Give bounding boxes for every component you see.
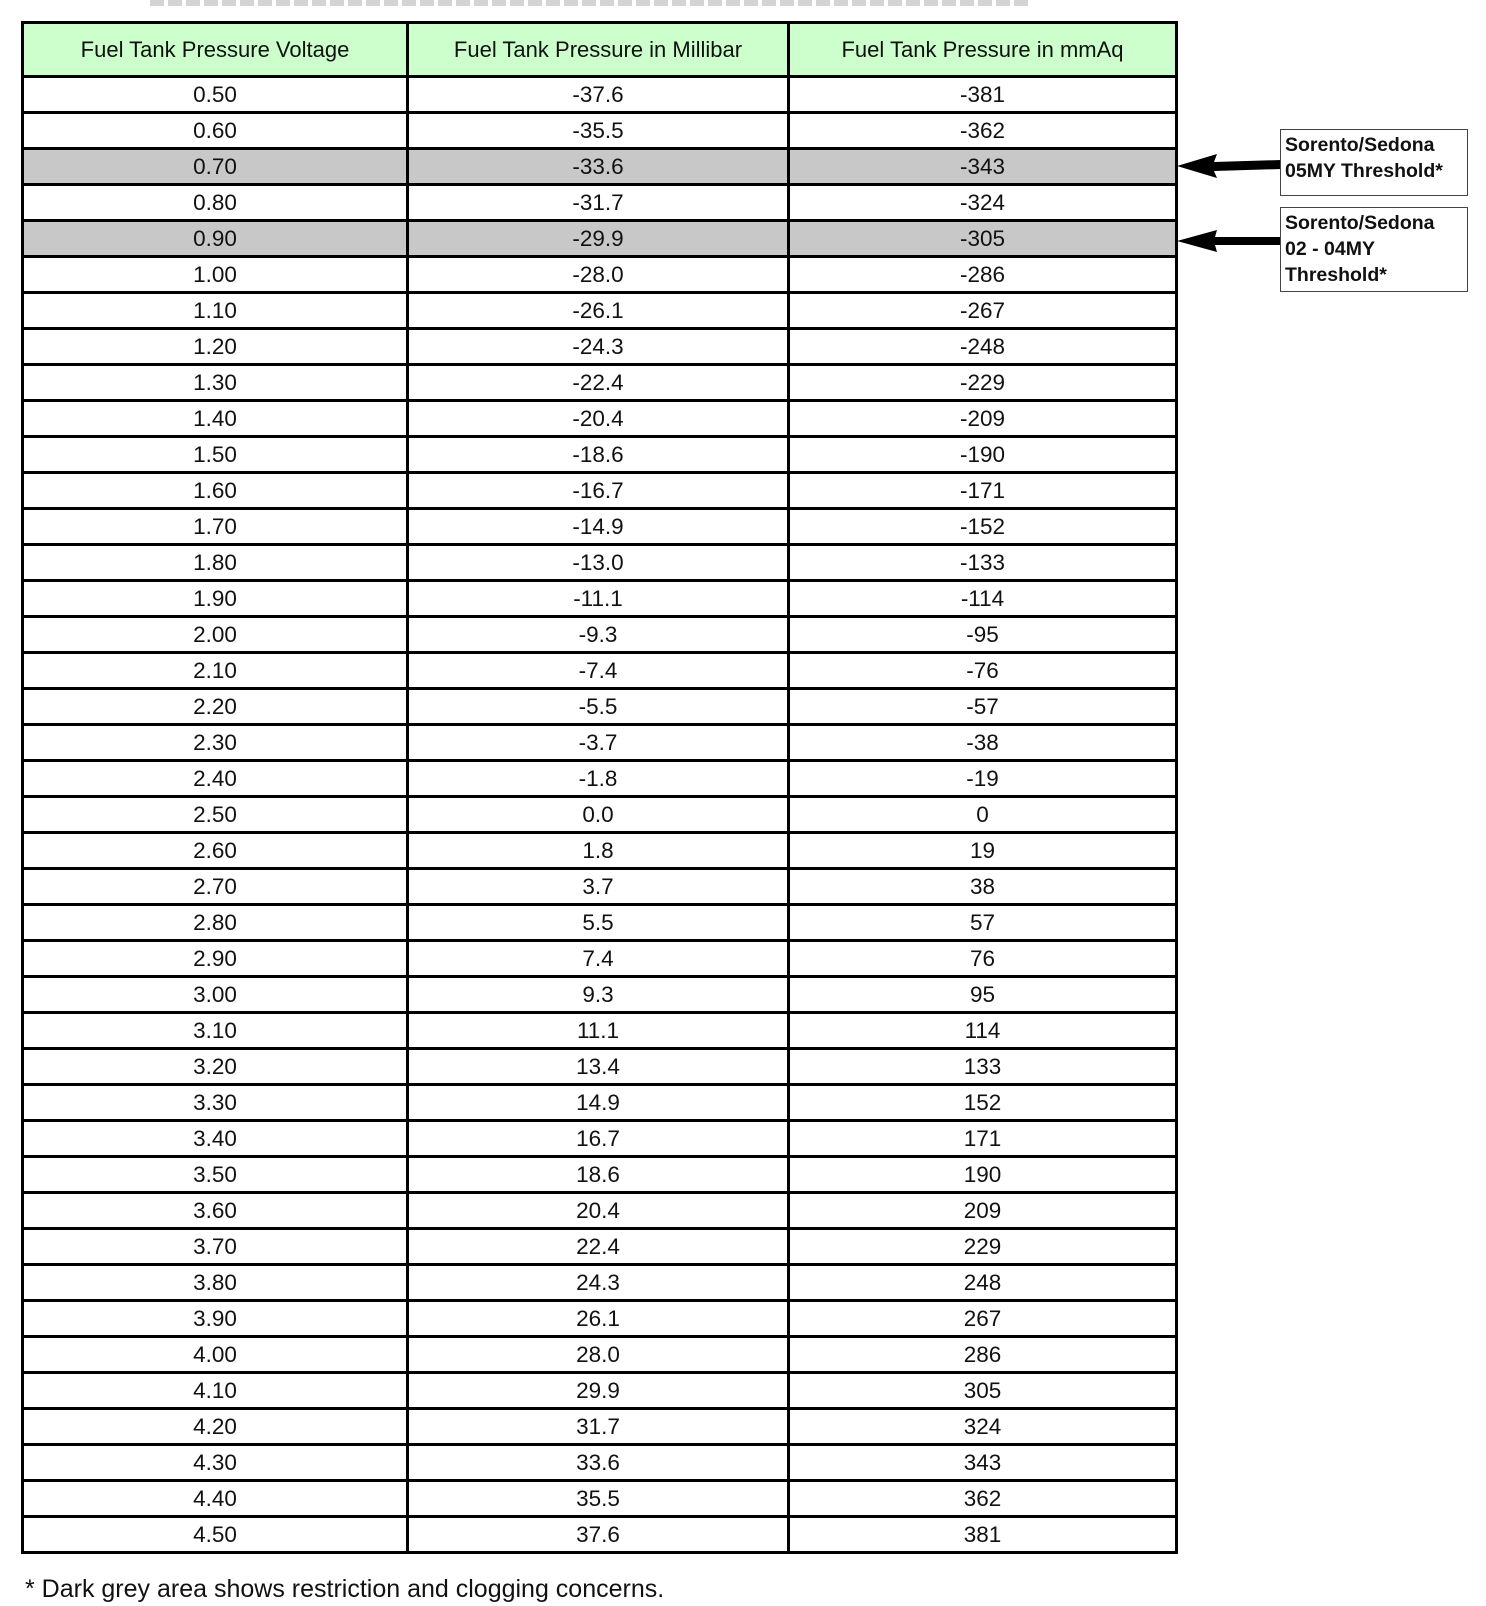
cell-millibar: -35.5 [408, 113, 789, 149]
table-row [23, 869, 1177, 905]
table-row [23, 1373, 1177, 1409]
cell-voltage: 1.30 [23, 365, 408, 401]
cell-mmaq: 362 [789, 1481, 1177, 1517]
cell-voltage: 0.80 [23, 185, 408, 221]
cell-mmaq: 190 [789, 1157, 1177, 1193]
table-row [23, 1517, 1177, 1553]
cell-mmaq: -95 [789, 617, 1177, 653]
table-row [23, 941, 1177, 977]
cell-millibar: -31.7 [408, 185, 789, 221]
table-row [23, 77, 1177, 113]
cell-voltage: 4.40 [23, 1481, 408, 1517]
cell-mmaq: -76 [789, 653, 1177, 689]
table-row [23, 365, 1177, 401]
cell-millibar: -16.7 [408, 473, 789, 509]
cell-mmaq: -57 [789, 689, 1177, 725]
cell-millibar: 35.5 [408, 1481, 789, 1517]
arrow-0204my-icon [1177, 228, 1282, 254]
cell-millibar: -28.0 [408, 257, 789, 293]
table-header-row [23, 23, 1177, 77]
cell-voltage: 2.70 [23, 869, 408, 905]
table-row [23, 689, 1177, 725]
cell-mmaq: 381 [789, 1517, 1177, 1553]
cell-voltage: 2.20 [23, 689, 408, 725]
cell-mmaq: -362 [789, 113, 1177, 149]
cell-mmaq: -171 [789, 473, 1177, 509]
cell-millibar: 1.8 [408, 833, 789, 869]
table-row [23, 1049, 1177, 1085]
cell-mmaq: 38 [789, 869, 1177, 905]
cell-voltage: 3.50 [23, 1157, 408, 1193]
cell-voltage: 2.60 [23, 833, 408, 869]
cell-mmaq: 229 [789, 1229, 1177, 1265]
cell-voltage: 3.40 [23, 1121, 408, 1157]
cell-voltage: 2.40 [23, 761, 408, 797]
cell-millibar: -14.9 [408, 509, 789, 545]
cell-voltage: 0.60 [23, 113, 408, 149]
cell-mmaq: -248 [789, 329, 1177, 365]
cell-millibar: -29.9 [408, 221, 789, 257]
cell-mmaq: -324 [789, 185, 1177, 221]
cell-mmaq: 76 [789, 941, 1177, 977]
table-row [23, 617, 1177, 653]
cell-mmaq: 171 [789, 1121, 1177, 1157]
cell-mmaq: -190 [789, 437, 1177, 473]
cell-mmaq: 248 [789, 1265, 1177, 1301]
cell-millibar: -5.5 [408, 689, 789, 725]
header-millibar: Fuel Tank Pressure in Millibar [408, 23, 789, 77]
cell-voltage: 0.70 [23, 149, 408, 185]
cell-millibar: 31.7 [408, 1409, 789, 1445]
cell-millibar: 13.4 [408, 1049, 789, 1085]
cell-millibar: -26.1 [408, 293, 789, 329]
cell-mmaq: -305 [789, 221, 1177, 257]
cell-millibar: -37.6 [408, 77, 789, 113]
cell-mmaq: 324 [789, 1409, 1177, 1445]
cell-millibar: -33.6 [408, 149, 789, 185]
cell-voltage: 1.90 [23, 581, 408, 617]
table-row [23, 221, 1177, 257]
cell-voltage: 2.00 [23, 617, 408, 653]
table-row [23, 1409, 1177, 1445]
cell-voltage: 3.80 [23, 1265, 408, 1301]
cell-voltage: 3.60 [23, 1193, 408, 1229]
cell-voltage: 1.10 [23, 293, 408, 329]
table-row [23, 1337, 1177, 1373]
cell-millibar: 0.0 [408, 797, 789, 833]
table-row [23, 761, 1177, 797]
callout-0204my-threshold: Sorento/Sedona 02 - 04MY Threshold* [1280, 207, 1468, 292]
cell-mmaq: -343 [789, 149, 1177, 185]
table-row [23, 581, 1177, 617]
table-row [23, 257, 1177, 293]
cell-mmaq: 95 [789, 977, 1177, 1013]
cell-voltage: 4.50 [23, 1517, 408, 1553]
cell-voltage: 4.20 [23, 1409, 408, 1445]
cell-millibar: -9.3 [408, 617, 789, 653]
cell-millibar: -11.1 [408, 581, 789, 617]
table-row [23, 905, 1177, 941]
table-row [23, 1445, 1177, 1481]
cell-millibar: -24.3 [408, 329, 789, 365]
table-row [23, 401, 1177, 437]
table-row [23, 509, 1177, 545]
cell-mmaq: 57 [789, 905, 1177, 941]
cell-millibar: 18.6 [408, 1157, 789, 1193]
cell-voltage: 1.00 [23, 257, 408, 293]
cell-millibar: 24.3 [408, 1265, 789, 1301]
cell-mmaq: -229 [789, 365, 1177, 401]
cell-millibar: -20.4 [408, 401, 789, 437]
cell-voltage: 1.60 [23, 473, 408, 509]
cell-millibar: 5.5 [408, 905, 789, 941]
cell-millibar: -13.0 [408, 545, 789, 581]
cell-voltage: 3.20 [23, 1049, 408, 1085]
cell-mmaq: 305 [789, 1373, 1177, 1409]
table-row [23, 1121, 1177, 1157]
cell-millibar: 7.4 [408, 941, 789, 977]
cell-millibar: 3.7 [408, 869, 789, 905]
cell-millibar: 22.4 [408, 1229, 789, 1265]
cell-voltage: 2.80 [23, 905, 408, 941]
table-row [23, 797, 1177, 833]
table-row [23, 473, 1177, 509]
cell-voltage: 3.10 [23, 1013, 408, 1049]
cropped-title-strip [150, 0, 1030, 6]
table-row [23, 1157, 1177, 1193]
table-row [23, 1229, 1177, 1265]
table-row [23, 977, 1177, 1013]
cell-mmaq: 19 [789, 833, 1177, 869]
arrow-05my-icon [1177, 153, 1282, 179]
table-row [23, 653, 1177, 689]
cell-millibar: 33.6 [408, 1445, 789, 1481]
cell-voltage: 3.90 [23, 1301, 408, 1337]
table-row [23, 833, 1177, 869]
cell-voltage: 2.10 [23, 653, 408, 689]
table-row [23, 149, 1177, 185]
cell-millibar: 11.1 [408, 1013, 789, 1049]
cell-voltage: 4.30 [23, 1445, 408, 1481]
cell-mmaq: 114 [789, 1013, 1177, 1049]
cell-voltage: 4.00 [23, 1337, 408, 1373]
cell-mmaq: -133 [789, 545, 1177, 581]
cell-voltage: 1.80 [23, 545, 408, 581]
cell-voltage: 1.40 [23, 401, 408, 437]
table-row [23, 185, 1177, 221]
cell-millibar: -22.4 [408, 365, 789, 401]
cell-mmaq: -286 [789, 257, 1177, 293]
cell-millibar: 14.9 [408, 1085, 789, 1121]
cell-mmaq: 0 [789, 797, 1177, 833]
cell-millibar: 20.4 [408, 1193, 789, 1229]
fuel-tank-pressure-table [21, 21, 1178, 1554]
cell-millibar: 37.6 [408, 1517, 789, 1553]
header-mmaq: Fuel Tank Pressure in mmAq [789, 23, 1177, 77]
cell-millibar: 29.9 [408, 1373, 789, 1409]
table-row [23, 545, 1177, 581]
cell-mmaq: -19 [789, 761, 1177, 797]
cell-mmaq: 209 [789, 1193, 1177, 1229]
cell-mmaq: -152 [789, 509, 1177, 545]
cell-voltage: 2.90 [23, 941, 408, 977]
cell-mmaq: -267 [789, 293, 1177, 329]
table-row [23, 113, 1177, 149]
table-body [23, 77, 1177, 1553]
cell-millibar: 28.0 [408, 1337, 789, 1373]
cell-mmaq: 343 [789, 1445, 1177, 1481]
header-voltage: Fuel Tank Pressure Voltage [23, 23, 408, 77]
cell-voltage: 1.20 [23, 329, 408, 365]
table-row [23, 1481, 1177, 1517]
cell-voltage: 2.50 [23, 797, 408, 833]
cell-mmaq: -381 [789, 77, 1177, 113]
cell-mmaq: -114 [789, 581, 1177, 617]
cell-voltage: 1.70 [23, 509, 408, 545]
callout-05my-threshold: Sorento/Sedona 05MY Threshold* [1280, 129, 1468, 196]
table-row [23, 437, 1177, 473]
table-row [23, 1085, 1177, 1121]
cell-millibar: -1.8 [408, 761, 789, 797]
table-row [23, 1013, 1177, 1049]
footnote: * Dark grey area shows restriction and clogging concerns. [25, 1575, 665, 1603]
table-row [23, 1265, 1177, 1301]
cell-voltage: 2.30 [23, 725, 408, 761]
table-row [23, 293, 1177, 329]
table-row [23, 725, 1177, 761]
cell-mmaq: 133 [789, 1049, 1177, 1085]
table-row [23, 1301, 1177, 1337]
cell-voltage: 1.50 [23, 437, 408, 473]
cell-mmaq: -38 [789, 725, 1177, 761]
cell-voltage: 0.90 [23, 221, 408, 257]
cell-millibar: -18.6 [408, 437, 789, 473]
cell-millibar: 9.3 [408, 977, 789, 1013]
cell-mmaq: 267 [789, 1301, 1177, 1337]
table-row [23, 329, 1177, 365]
cell-mmaq: 286 [789, 1337, 1177, 1373]
cell-mmaq: -209 [789, 401, 1177, 437]
cell-voltage: 3.00 [23, 977, 408, 1013]
cell-voltage: 3.70 [23, 1229, 408, 1265]
table-row [23, 1193, 1177, 1229]
cell-mmaq: 152 [789, 1085, 1177, 1121]
cell-voltage: 0.50 [23, 77, 408, 113]
cell-millibar: -7.4 [408, 653, 789, 689]
cell-voltage: 4.10 [23, 1373, 408, 1409]
cell-voltage: 3.30 [23, 1085, 408, 1121]
cell-millibar: 16.7 [408, 1121, 789, 1157]
cell-millibar: -3.7 [408, 725, 789, 761]
cell-millibar: 26.1 [408, 1301, 789, 1337]
